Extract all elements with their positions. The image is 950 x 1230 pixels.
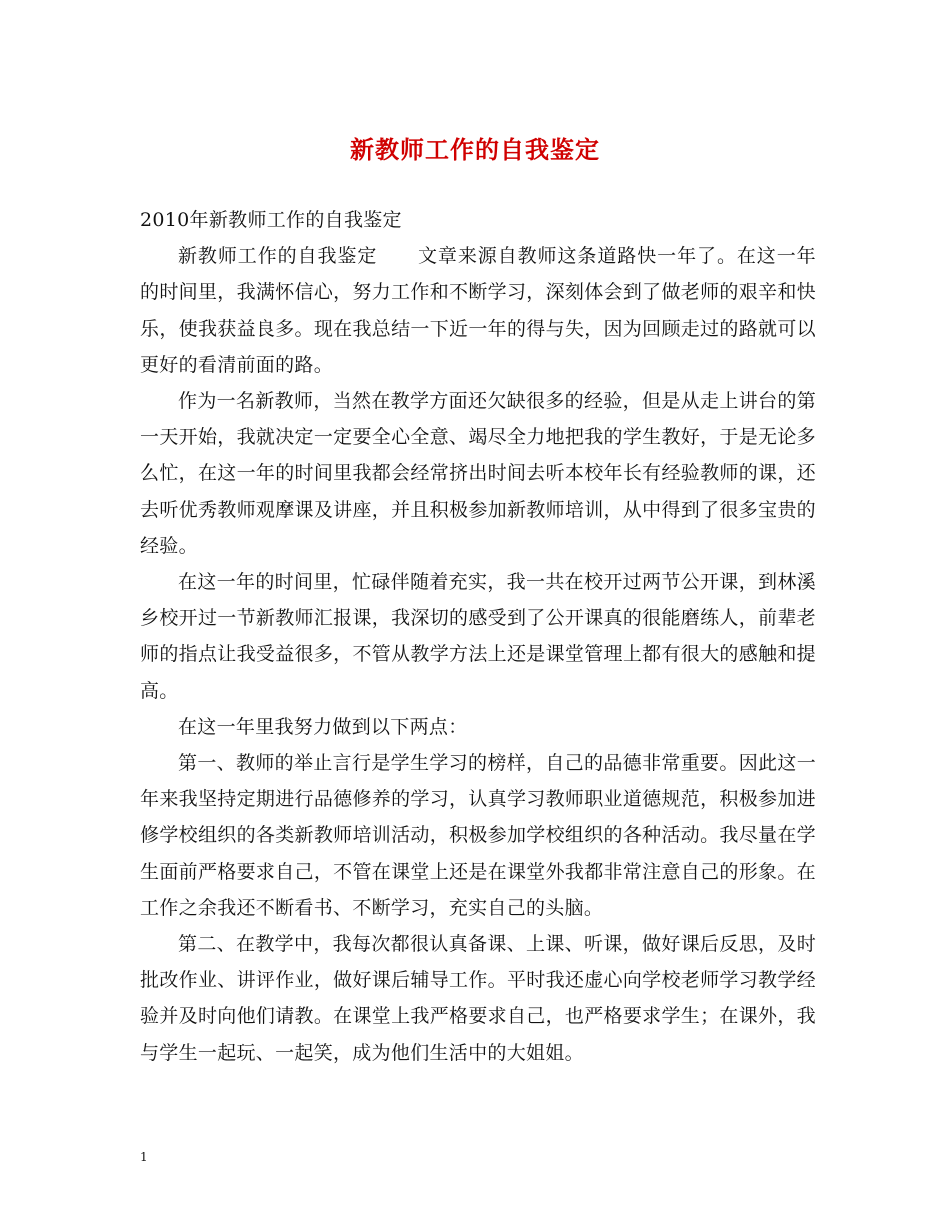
document-title: 新教师工作的自我鉴定	[350, 135, 600, 164]
document-body	[140, 202, 816, 1071]
document-subtitle: 2010年新教师工作的自我鉴定	[140, 209, 402, 231]
body-paragraph-1: 作为一名新教师，当然在教学方面还欠缺很多的经验，但是从走上讲台的第一天开始，我就决定一定要全心全意、竭尽全力地把我的学生教好，于是无论多么忙，在这一年的时间里我都会经常挤出时间去听本校年长有经验教师的课，还去听优秀教师观摩课及讲座，并且积极参加新教师培训，从中得到了很多宝贵的经验。	[140, 390, 816, 557]
intro-lead: 新教师工作的自我鉴定	[178, 245, 378, 268]
body-paragraph-4: 第一、教师的举止言行是学生学习的榜样，自己的品德非常重要。因此这一年来我坚持定期进行品德修养的学习，认真学习教师职业道德规范，积极参加进修学校组织的各类新教师培训活动，积极参加学校组织的各种活动。我尽量在学生面前严格要求自己，不管在课堂上还是在课堂外我都非常注意自己的形象。在工作之余我还不断看书、不断学习，充实自己的头脑。	[140, 752, 816, 919]
intro-paragraph	[140, 238, 816, 383]
body-paragraph-2: 在这一年的时间里，忙碌伴随着充实，我一共在校开过两节公开课，到林溪乡校开过一节新教师汇报课，我深切的感受到了公开课真的很能磨练人，前辈老师的指点让我受益很多，不管从教学方法上还是课堂管理上都有很大的感触和提高。	[140, 571, 816, 702]
body-paragraph-3: 在这一年里我努力做到以下两点：	[178, 715, 468, 738]
intro-text: 文章来源自教师这条道路快一年了。在这一年的时间里，我满怀信心，努力工作和不断学习，深刻体会到了做老师的艰辛和快乐，使我获益良多。现在我总结一下近一年的得与失，因为回顾走过的路就可以更好的看清前面的路。	[140, 245, 816, 376]
page-number: 1	[140, 1150, 148, 1164]
body-paragraph-5: 第二、在教学中，我每次都很认真备课、上课、听课，做好课后反思，及时批改作业、讲评作业，做好课后辅导工作。平时我还虚心向学校老师学习教学经验并及时向他们请教。在课堂上我严格要求自己，也严格要求学生；在课外，我与学生一起玩、一起笑，成为他们生活中的大姐姐。	[140, 933, 816, 1064]
